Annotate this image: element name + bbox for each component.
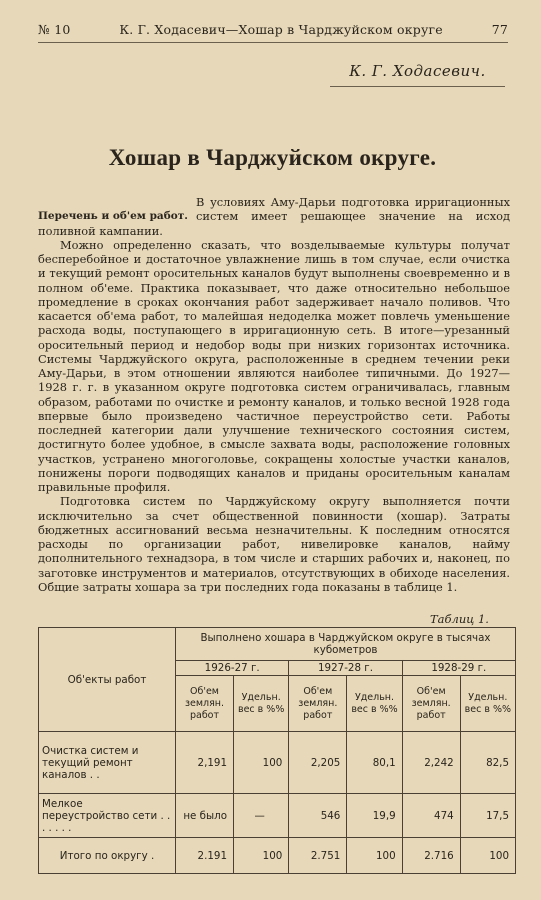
volume-subheader: Об'ем землян. работ <box>289 676 347 732</box>
volume-subheader: Об'ем землян. работ <box>402 676 460 732</box>
running-title: К. Г. Ходасевич—Хошар в Чарджуйском округе <box>119 22 443 37</box>
row-label: Итого по округу . <box>39 838 176 874</box>
table-cell: не было <box>176 794 234 838</box>
table-cell: 82,5 <box>460 732 515 794</box>
table-cell: 17,5 <box>460 794 515 838</box>
table-cell: 100 <box>347 838 402 874</box>
table-cell: 2,191 <box>176 732 234 794</box>
stub-header: Об'екты работ <box>39 628 176 732</box>
table-cell: 2,205 <box>289 732 347 794</box>
article-body <box>38 195 510 594</box>
table-cell: 100 <box>234 732 289 794</box>
table-caption: Таблиц 1. <box>430 612 489 626</box>
table-cell: 80,1 <box>347 732 402 794</box>
paragraph-3: Подготовка систем по Чарджуйскому округу выполняется почти исключительно за счет общественной повинности (хошар). Затраты бюджетных ассигнований весьма незначительны. К последним относятся расходы по организации работ, нивелировке каналов, найму дополнительного технадзора, в том числе и старших рабочих и, наконец, по заготовке инструментов и материалов, отсутствующих в обиходе населения. Общие затраты хошара за три последних года показаны в таблице 1. <box>38 494 510 594</box>
table-cell: 100 <box>460 838 515 874</box>
table-cell: 19,9 <box>347 794 402 838</box>
data-table <box>38 627 516 874</box>
table-cell: 2.751 <box>289 838 347 874</box>
running-header <box>38 22 508 43</box>
side-heading: Перечень и об'ем работ. <box>38 210 188 222</box>
volume-subheader: Об'ем землян. работ <box>176 676 234 732</box>
table-cell: 474 <box>402 794 460 838</box>
table-row <box>39 732 516 794</box>
year-header-3: 1928-29 г. <box>402 661 515 676</box>
table-row <box>39 794 516 838</box>
table-row-total <box>39 838 516 874</box>
table-cell: 100 <box>234 838 289 874</box>
issue-number: № 10 <box>38 22 71 37</box>
paragraph-2: Можно определенно сказать, что возделываемые культуры получат бесперебойное и достаточное увлажнение лишь в том случае, если очистка и текущий ремонт оросительных каналов будут выполнены своевременно и в полном об'еме. Практика показывает, что даже относительно небольшое промедление в сроках окончания работ задерживает начало поливов. Что касается об'ема работ, то малейшая недоделка может повлечь уменьшение расхода воды, поступающего в ирригационную сеть. В итоге—урезанный оросительный период и недобор воды при низких горизонтах источника. Системы Чарджуйского округа, расположенные в среднем течении реки Аму-Дарьи, в этом отношении являются наиболее типичными. До 1927—1928 г. г. в указанном округе подготовка систем ограничивалась, главным образом, работами по очистке и ремонту каналов, и только весной 1928 года впервые было произведено частичное переустройство сети. Работы последней категории дали улучшение технического состояния систем, достигнуто более удобное, в смысле захвата воды, расположение головных участков, устранено многоголовье, сокращены холостые участки каналов, понижены пороги подводящих каналов и приданы оросительным каналам правильные профиля. <box>38 237 510 494</box>
table-cell: — <box>234 794 289 838</box>
share-subheader: Удельн. вес в %% <box>460 676 515 732</box>
year-header-2: 1927-28 г. <box>289 661 402 676</box>
paragraph-1: В условиях Аму-Дарьи подготовка ирригационных систем имеет решающее значение на исход поливной кампании. <box>38 195 510 238</box>
group-header: Выполнено хошара в Чарджуйском округе в тысячах кубометров <box>176 628 516 661</box>
year-header-1: 1926-27 г. <box>176 661 289 676</box>
table-cell: 2.191 <box>176 838 234 874</box>
table-cell: 2.716 <box>402 838 460 874</box>
page-number: 77 <box>491 22 508 37</box>
table-cell: 2,242 <box>402 732 460 794</box>
share-subheader: Удельн. вес в %% <box>234 676 289 732</box>
author-name: К. Г. Ходасевич. <box>330 62 505 87</box>
share-subheader: Удельн. вес в %% <box>347 676 402 732</box>
row-label: Очистка систем и текущий ремонт каналов . . <box>39 732 176 794</box>
article-title: Хошар в Чарджуйском округе. <box>108 145 437 170</box>
row-label: Мелкое переустройство сети . . . . . . . <box>39 794 176 838</box>
table-cell: 546 <box>289 794 347 838</box>
